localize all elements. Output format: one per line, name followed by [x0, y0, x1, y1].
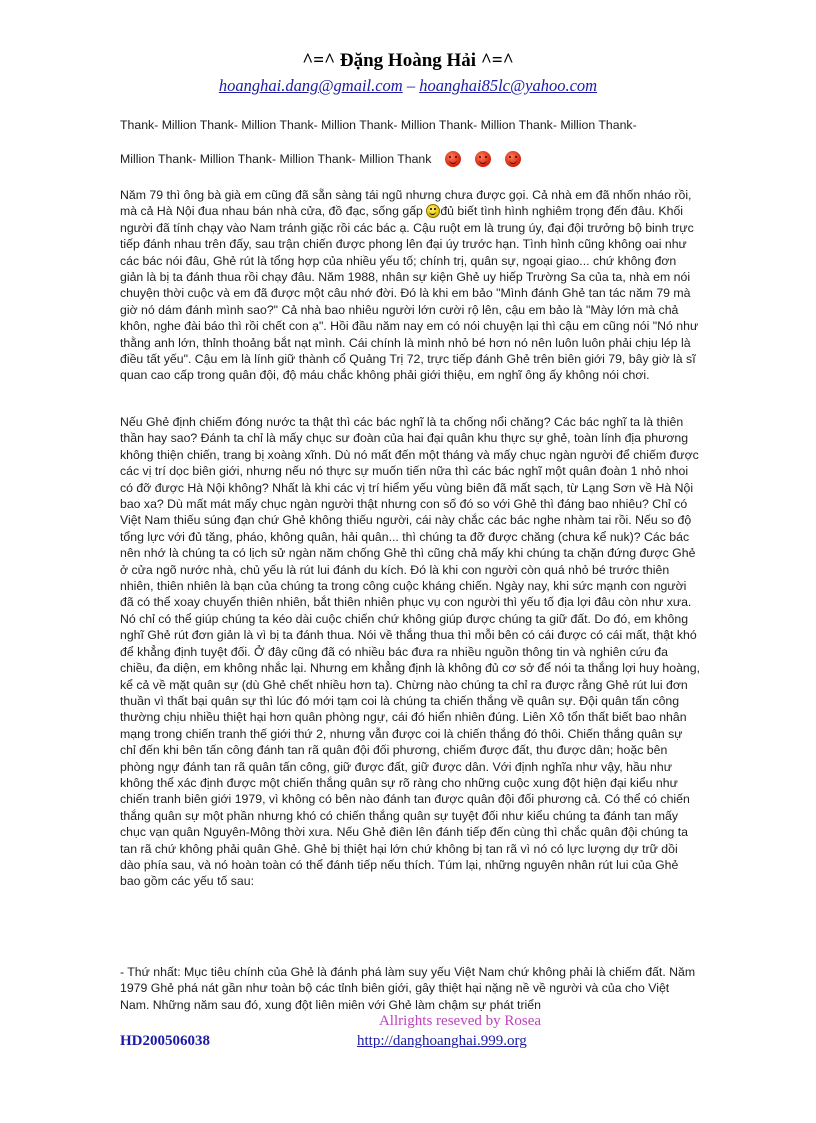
author-title: ^=^ Đặng Hoàng Hải ^=^	[302, 50, 514, 71]
thanks-line-1: Thank- Million Thank- Million Thank- Million Thank- Million Thank- Million Thank- Million Thank-	[120, 118, 637, 132]
paragraph-2: Nếu Ghẻ định chiếm đóng nước ta thật thì các bác nghĩ là ta chống nổi chăng? Các bác nghĩ ta là thiên thần hay sao? Đánh ta chỉ là mấy chục sư đoàn của hai đại quân khu thực sự ghẻ, toàn lính địa phương không thiện chiến, trang bị xoàng xĩnh. Dù nó mất đến một tháng và mấy chục ngàn người để chiếm được các vị trí dọc biên giới, nhưng nếu nó thực sự muốn tiến nữa thì các bác nghĩ một quân đoàn 1 nhỏ nhoi có đỡ được Hà Nội không? Nhất là khi các vị trí hiểm yếu vùng biên đã mất sạch, từ Lạng Sơn về Hà Nội bao xa? Dù mất mát mấy chục ngàn người thật nhưng con số đó so với Ghẻ thì đáng bao nhiêu? Chỉ có Việt Nam thiếu súng đạn chứ Ghẻ không thiếu người, cái này chắc các bác nghe nhàm tai rồi. Nếu so độ tổng lực với đủ tăng, pháo, không quân, hải quân... thì chúng ta đỡ được chăng (chưa kể nuk)? Các bác nên nhớ là chúng ta có lịch sử ngàn năm chống Ghẻ thì cũng chả mấy khi chúng ta chặn đứng được Ghẻ ở cửa ngõ nước nhà, chủ yếu là rút lui đánh du kích. Đó là khi con người còn quá nhỏ bé trước thiên nhiên, thiên nhiên là bạn của chúng ta trong công cuộc kháng chiến. Ngày nay, khi sức mạnh con người đã có thể xoay chuyển thiên nhiên, bắt thiên nhiên phục vụ con người thì yếu tố địa lợi đâu còn như xưa. Nó chỉ có thể giúp chúng ta kéo dài cuộc chiến chứ không giúp được chúng ta giữ đất. Do đó, em không nghĩ Ghẻ rút đơn giản là vì bị ta đánh thua. Nói về thắng thua thì mỗi bên có cái được có cái mất, thật khó để khẳng định tuyệt đối. Ở đây cũng đã có nhiều bác đưa ra nhiều nguồn thông tin và nghiên cứu đa chiều, đa diện, em không nhắc lại. Nhưng em khẳng định là không đủ cơ sở để nói ta thắng lợi huy hoàng, kể cả về mặt quân sự (dù Ghẻ chết nhiều hơn ta). Chừng nào chúng ta chỉ ra được rằng Ghẻ rút lui đơn thuần vì thất bại quân sự thì lúc đó mới tạm coi là chúng ta chiến thắng về quân sự. Đội quân tấn công thường chịu nhiều thiệt hại hơn quân phòng ngự, cái đó hiển nhiên đúng. Liên Xô tổn thất biết bao nhân mạng trong chiến tranh thế giới thứ 2, nhưng vẫn được coi là chiến thắng đó thôi. Chiến thắng quân sự chỉ đến khi bên tấn công đánh tan rã quân đội đối phương, chiếm được đất, thu được dân; hoặc bên phòng ngự đánh tan rã quân tấn công, giữ được đất, giữ được dân. Với định nghĩa như vậy, hầu như không thể xác định được một chiến thắng quân sự rõ ràng cho những cuộc xung đột hiện đại kiểu như chiến tranh biên giới 1979, vì không có bên nào đánh tan được quân đội đối phương cả. Có thể có chiến thắng quân sự một phần nhưng khó có chiến thắng quân sự tuyệt đối như kiểu chúng ta đánh tan mấy chục vạn quân Nguyên-Mông thời xưa. Nếu Ghẻ điên lên đánh tiếp đến cùng thì chắc quân đội chúng ta tan rã chứ không phải quân Ghẻ. Ghẻ bị thiệt hại lớn chứ không bị tan rã vì nó có lực lượng dự trữ dồi dào phía sau, và nó hoàn toàn có thể đánh tiếp nếu thích. Túm lại, những nguyên nhân rút lui của Ghẻ bao gồm các yếu tố sau:	[120, 415, 701, 889]
red-smiley-icon	[445, 151, 461, 167]
email-separator: –	[402, 76, 420, 95]
footer-doc-id: HD200506038	[120, 1033, 210, 1049]
thanks-line-2-row	[120, 151, 700, 167]
smiley-group	[445, 151, 521, 167]
footer-rights: Allrights reseved by Rosea	[378, 1013, 542, 1029]
paragraph-1-start: Năm 79 thì ông bà già em cũng đã sẵn sàng tái ngũ nhưng chưa được gọi. Cả nhà em đã nhốn nháo rồi, mà cả Hà Nội đua nhau bán nhà cửa, đồ đạc, sống gấp	[120, 188, 692, 219]
footer-website-link[interactable]: http://danghoanghai.999.org	[357, 1033, 527, 1049]
email-link-gmail[interactable]: hoanghai.dang@gmail.com	[218, 76, 403, 95]
email-link-yahoo[interactable]: hoanghai85lc@yahoo.com	[419, 76, 598, 95]
red-smiley-icon	[505, 151, 521, 167]
author-emails	[0, 76, 816, 96]
yellow-smiley-icon	[426, 204, 440, 218]
paragraph-1-rest: đủ biết tình hình nghiêm trọng đến đâu. Khối người đã tính chạy vào Nam tránh giặc rồi các bác ạ. Cậu ruột em là trung úy, đại đội trưởng bộ binh trực tiếp đánh nhau trên đấy, sau trận chiến được phong lên đại úy trước hạn. Tình hình cũng không oai như các bác nói đâu, Ghẻ rút là tổng hợp của nhiều yếu tố; chính trị, quân sự, ngoại giao... chứ không đơn giản là bị ta đánh thua rồi chạy đâu. Năm 1988, nhân sự kiện Ghẻ uy hiếp Trường Sa của ta, nhà em nói chuyện thời cuộc và em đã được một câu nhớ đời. Đó là khi em bảo "Mình đánh Ghẻ tan tác năm 79 mà giờ nó dám đánh mình sao?" Cả nhà bao nhiêu người lớn cười rộ lên, cậu em bảo là "Mày lớn mà chả khôn, nghe đài báo thì rồi chết con ạ". Hồi đầu năm nay em có nói chuyện lại thì cậu em cũng nói "Nó như thằng anh lớn, thỉnh thoảng bắt nạt mình. Cái chính là mình nhỏ bé hơn nó nên luôn luôn phải chịu lép là điều tất yếu". Cậu em là lính giữ thành cổ Quảng Trị 72, trực tiếp đánh Ghẻ trên biên giới 79, bây giờ là sĩ quan cao cấp trong quân đội, độ máu chắc không phải giới thiệu, em nghĩ ông ấy không nói chơi.	[120, 204, 699, 383]
paragraph-3: - Thứ nhất: Mục tiêu chính của Ghẻ là đánh phá làm suy yếu Việt Nam chứ không phải là chiếm đất. Năm 1979 Ghẻ phá nát gần như toàn bộ các tỉnh biên giới, gây thiệt hại nặng nề về người và của cho Việt Nam. Những năm sau đó, xung đột liên miên với Ghẻ làm chậm sự phát triển	[120, 965, 696, 1012]
red-smiley-icon	[475, 151, 491, 167]
paragraph-1	[120, 187, 700, 384]
thanks-line-2: Million Thank- Million Thank- Million Thank- Million Thank	[120, 152, 432, 166]
